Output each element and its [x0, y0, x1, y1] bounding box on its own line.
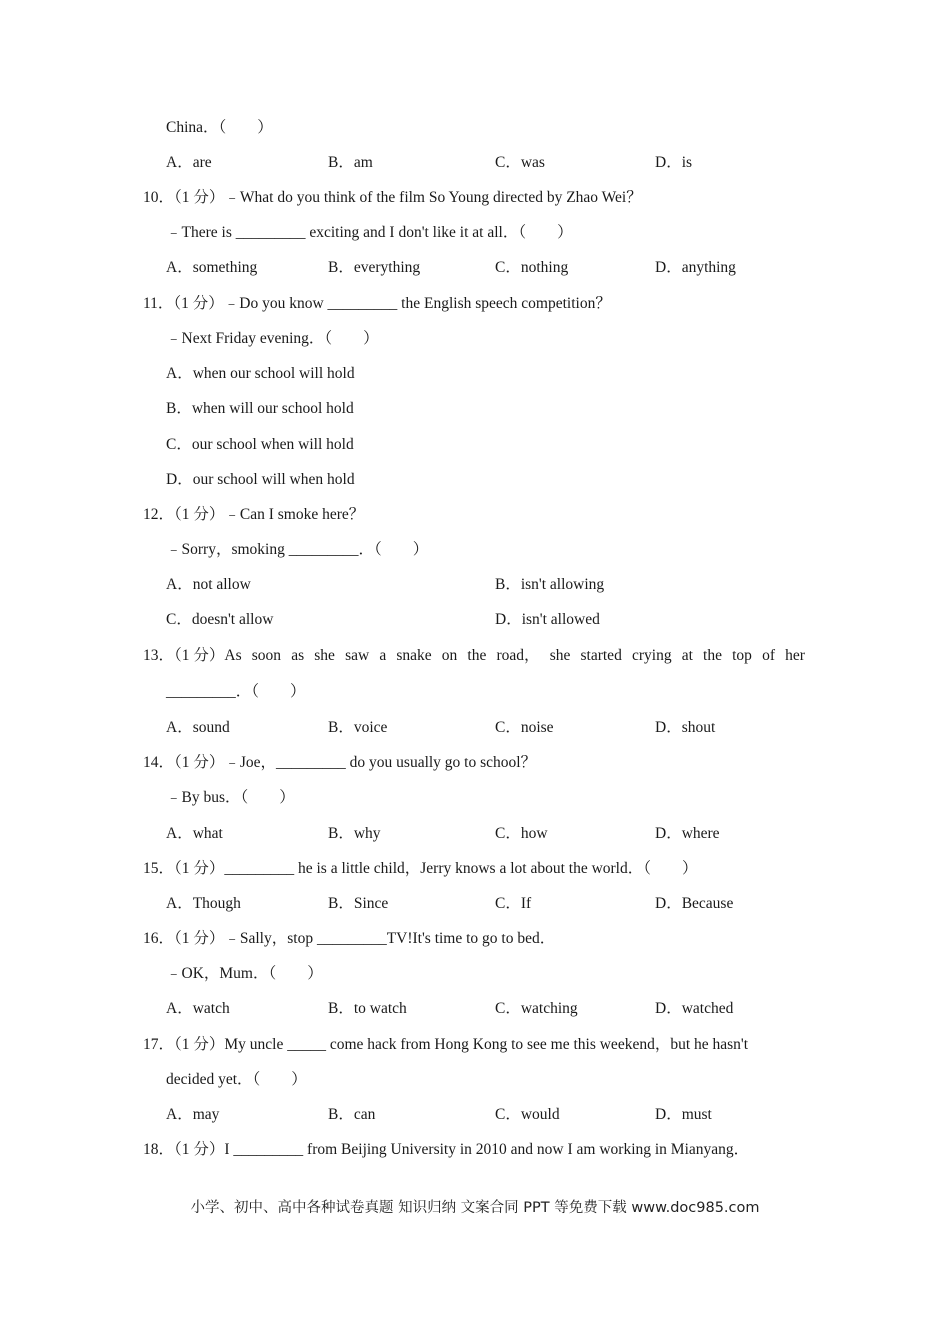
choice-d: D．must	[655, 1106, 712, 1123]
choice-a: A．when our school will hold	[166, 365, 355, 382]
question-13-stem	[143, 646, 805, 666]
choice-b: B．when will our school hold	[166, 400, 354, 417]
choice-c: C．nothing	[495, 259, 569, 276]
stem-word: top	[732, 647, 752, 664]
choice-a: A．what	[166, 825, 223, 842]
choice-d: D．isn't allowed	[495, 611, 600, 628]
page-footer: 小学、初中、高中各种试卷真题 知识归纳 文案合同 PPT 等免费下载 www.doc985.com	[190, 1200, 760, 1216]
choice-c: C．noise	[495, 719, 554, 736]
stem-word: at	[681, 647, 693, 664]
choice-c: C．If	[495, 895, 532, 912]
stem-word: she	[314, 647, 335, 664]
question-12-line2: ﹣Sorry，smoking _________．（ ）	[166, 541, 429, 558]
choice-b: B．why	[328, 825, 381, 842]
choice-d: D．shout	[655, 719, 716, 736]
stem-word: soon	[251, 647, 282, 664]
question-11-line2: ﹣Next Friday evening．（ ）	[166, 330, 379, 347]
stem-word: snake	[396, 647, 432, 664]
question-10-line2: ﹣There is _________ exciting and I don't like it at all．（ ）	[166, 224, 573, 241]
question-13-line2: _________．（ ）	[166, 683, 306, 700]
stem-word: as	[291, 647, 305, 664]
stem-word: her	[785, 647, 805, 664]
choice-c: C．our school when will hold	[166, 436, 354, 453]
choice-d: D．watched	[655, 1000, 734, 1017]
stem-word: 13．（1 分）As	[143, 647, 242, 664]
question-14-line2: ﹣By bus．（ ）	[166, 789, 295, 806]
choice-d: D．where	[655, 825, 720, 842]
stem-word: a	[379, 647, 387, 664]
question-11-stem: 11．（1 分）﹣Do you know _________ the English speech competition？	[143, 295, 611, 312]
choice-b: B．Since	[328, 895, 389, 912]
choice-c: C．was	[495, 154, 545, 171]
choice-c: C．watching	[495, 1000, 578, 1017]
question-17-stem: 17．（1 分）My uncle _____ come hack from Hong Kong to see me this weekend，but he hasn't	[143, 1036, 749, 1053]
question-16-stem: 16．（1 分）﹣Sally，stop _________TV!It's time to go to bed．	[143, 930, 556, 947]
stem-word: of	[762, 647, 775, 664]
choice-a: A．are	[166, 154, 212, 171]
choice-b: B．am	[328, 154, 373, 171]
stem-word: the	[467, 647, 487, 664]
choice-d: D．anything	[655, 259, 736, 276]
choice-a: A．Though	[166, 895, 241, 912]
choice-d: D．our school will when hold	[166, 471, 355, 488]
stem-word: the	[703, 647, 722, 664]
stem-word: road，	[496, 647, 540, 664]
question-18-stem: 18．（1 分）I _________ from Beijing University in 2010 and now I am working in Mianyang．	[143, 1141, 750, 1158]
stem-word: saw	[345, 647, 370, 664]
question-14-stem: 14．（1 分）﹣Joe，_________ do you usually go to school？	[143, 754, 537, 771]
stem-word: crying	[631, 647, 672, 664]
choice-b: B．isn't allowing	[495, 576, 605, 593]
choice-a: A．something	[166, 259, 258, 276]
choice-a: A．may	[166, 1106, 220, 1123]
question-12-stem: 12．（1 分）﹣Can I smoke here？	[143, 506, 365, 523]
choice-b: B．can	[328, 1106, 376, 1123]
question-16-line2: ﹣OK，Mum．（ ）	[166, 965, 323, 982]
choice-d: D．is	[655, 154, 693, 171]
question-10-stem: 10．（1 分）﹣What do you think of the film So Young directed by Zhao Wei？	[143, 189, 642, 206]
choice-a: A．sound	[166, 719, 230, 736]
choice-b: B．everything	[328, 259, 421, 276]
choice-b: B．to watch	[328, 1000, 407, 1017]
choice-d: D．Because	[655, 895, 734, 912]
stem-word: on	[441, 647, 458, 664]
choice-a: A．watch	[166, 1000, 230, 1017]
question-15-stem: 15．（1 分）_________ he is a little child，Jerry knows a lot about the world．（ ）	[143, 860, 698, 877]
choice-c: C．how	[495, 825, 548, 842]
question-tail: China．（ ）	[166, 119, 273, 136]
choice-a: A．not allow	[166, 576, 251, 593]
question-17-line2: decided yet．（ ）	[166, 1071, 307, 1088]
stem-word: started	[580, 647, 622, 664]
choice-c: C．would	[495, 1106, 560, 1123]
choice-c: C．doesn't allow	[166, 611, 274, 628]
choice-b: B．voice	[328, 719, 388, 736]
stem-word: she	[549, 647, 571, 664]
